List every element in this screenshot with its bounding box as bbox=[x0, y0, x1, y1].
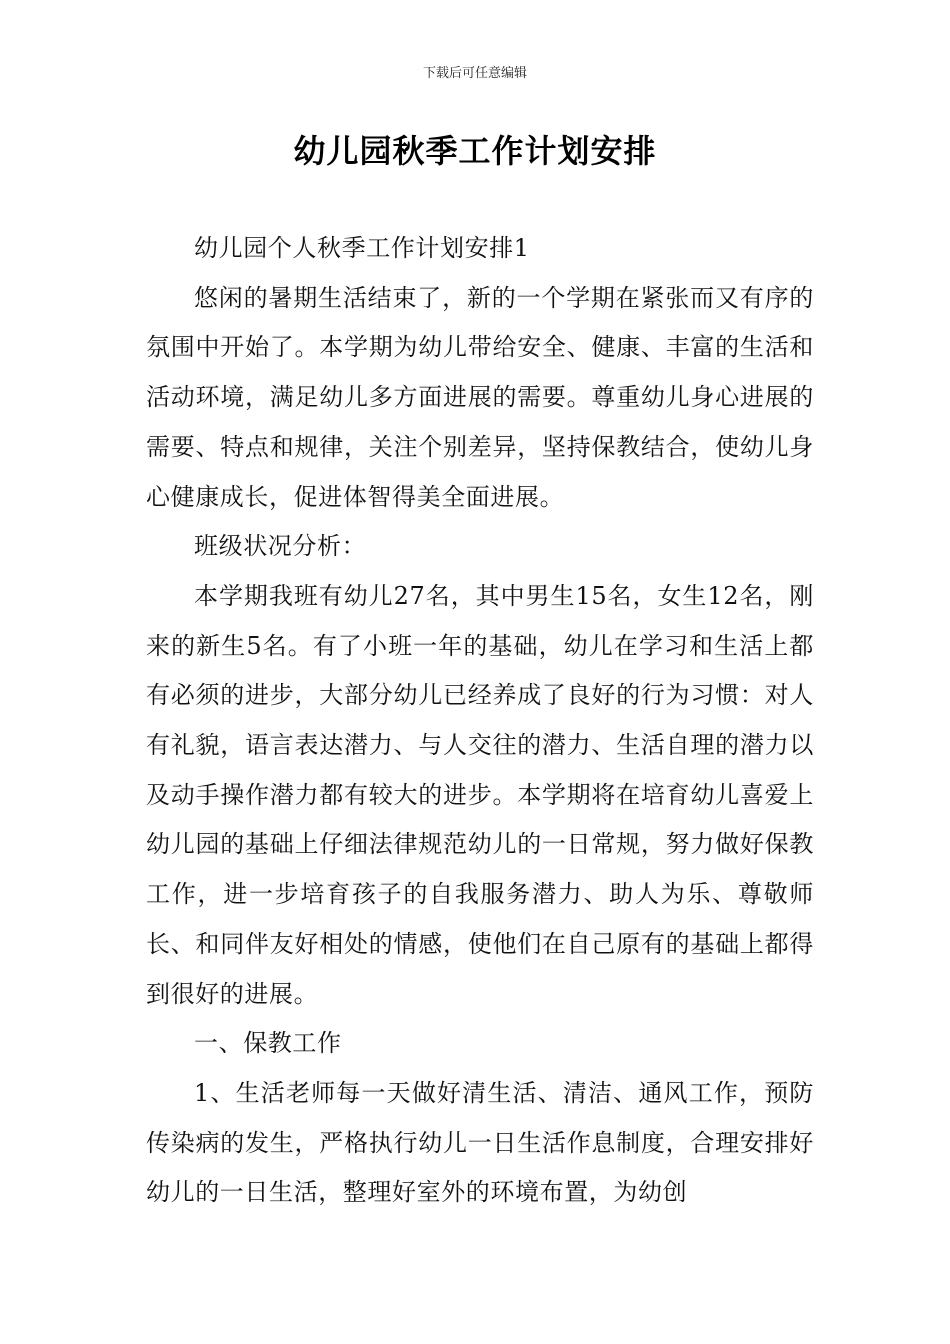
section-heading-class-analysis: 班级状况分析： bbox=[194, 532, 367, 561]
class-analysis-paragraph: 本学期我班有幼儿27名，其中男生15名，女生12名，刚来的新生5名。有了小班一年的基础，幼儿在学习和生活上都有必须的进步，大部分幼儿已经养成了良好的行为习惯：对人有礼貌，语言表达潜力、与人交往的潜力、生活自理的潜力以及动手操作潜力都有较大的进步。本学期将在培育幼儿喜爱上幼儿园的基础上仔细法律规范幼儿的一日常规，努力做好保教工作，进一步培育孩子的自我服务潜力、助人为乐、尊敬师长、和同伴友好相处的情感，使他们在自己原有的基础上都得到很好的进展。 bbox=[146, 581, 814, 1008]
header-note: 下载后可任意编辑 bbox=[422, 66, 527, 81]
document-title: 幼儿园秋季工作计划安排 bbox=[293, 132, 657, 170]
section-heading-care-education: 一、保教工作 bbox=[194, 1029, 342, 1058]
section-heading-plan-1: 幼儿园个人秋季工作计划安排1 bbox=[194, 234, 530, 262]
intro-paragraph: 悠闲的暑期生活结束了，新的一个学期在紧张而又有序的氛围中开始了。本学期为幼儿带给安全、健康、丰富的生活和活动环境，满足幼儿多方面进展的需要。尊重幼儿身心进展的需要、特点和规律，关注个别差异，坚持保教结合，使幼儿身心健康成长，促进体智得美全面进展。 bbox=[146, 283, 814, 511]
document-body bbox=[146, 224, 814, 1218]
care-education-item-1: 1、生活老师每一天做好清生活、清洁、通风工作，预防传染病的发生，严格执行幼儿一日生活作息制度，合理安排好幼儿的一日生活，整理好室外的环境布置，为幼创 bbox=[146, 1078, 814, 1207]
